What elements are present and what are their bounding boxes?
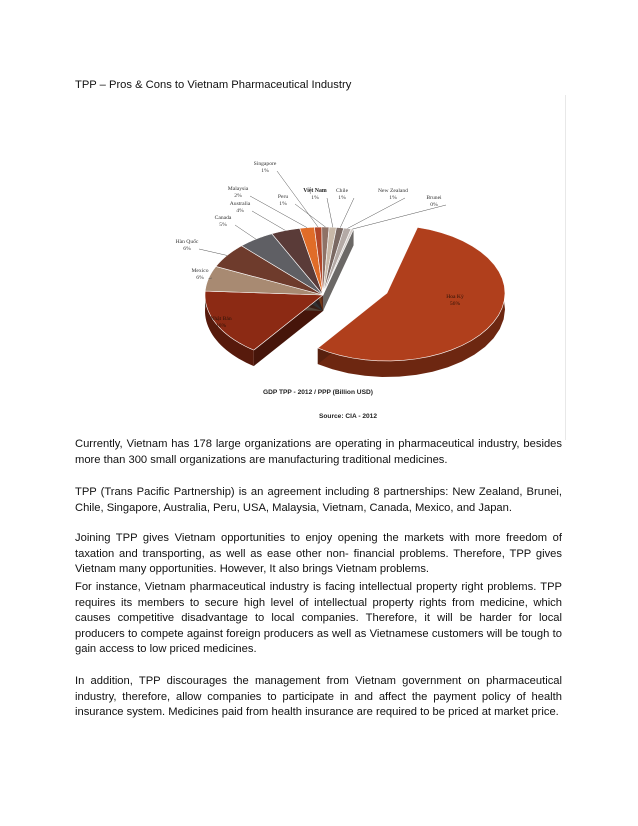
slice-value-peru: 1%: [279, 201, 287, 207]
slice-value-han-quoc: 6%: [183, 246, 191, 252]
leader-line-new-zealand: [347, 198, 405, 228]
slice-value-mexico: 6%: [196, 275, 204, 281]
leader-line-chile: [340, 198, 354, 228]
slice-label-australia: Australia: [229, 201, 251, 207]
slice-label-chile: Chile: [335, 188, 349, 194]
leader-line-han-quoc: [199, 249, 227, 255]
slice-value-brunei: 0%: [430, 202, 438, 208]
slice-label-han-quoc: Hàn Quốc: [175, 239, 199, 245]
slice-label-malaysia: Malaysia: [227, 186, 249, 192]
slice-label-brunei: Brunei: [426, 195, 442, 201]
paragraph-organizations: Currently, Vietnam has 178 large organizations are operating in pharmaceutical industry, besides more than 300 small organizations are manufacturing traditional medicines.: [75, 438, 562, 466]
slice-label-nhat-ban: Nhật Bản: [210, 316, 232, 322]
slice-label-canada: Canada: [214, 215, 232, 221]
slice-label-viet-nam: Việt Nam: [303, 188, 327, 194]
slice-value-canada: 5%: [219, 222, 227, 228]
paragraph-tpp-definition: TPP (Trans Pacific Partnership) is an agreement including 8 partnerships: New Zealand, Brunei, Chile, Singapore, Australia, Peru, USA, Malaysia, Vietnam, Canada, Mexico, and Japan.: [75, 486, 562, 514]
paragraph-health-insurance: In addition, TPP discourages the management from Vietnam government on pharmaceutical industry, therefore, allow companies to participate in and affect the payment policy of health insurance system. Medicines paid from health insurance are required to be priced at market price.: [75, 675, 562, 719]
chart-source: Source: CIA - 2012: [319, 413, 378, 420]
slice-label-new-zealand: New Zealand: [378, 188, 408, 194]
slice-label-mexico: Mexico: [191, 268, 209, 274]
leader-line-australia: [252, 211, 285, 231]
paragraph-opportunities: Joining TPP gives Vietnam opportunities to enjoy opening the markets with more freedom of taxation and transporting, as well as ease other non- financial problems. Therefore, TPP gives Vietnam many opportunities. However, It also brings Vietnam problems.: [75, 532, 562, 576]
slice-label-hoa-ky: Hoa Kỳ: [446, 294, 464, 300]
slice-value-new-zealand: 1%: [389, 195, 397, 201]
leader-line-viet-nam: [327, 198, 333, 227]
leader-line-brunei: [352, 205, 446, 229]
slice-value-malaysia: 2%: [234, 193, 242, 199]
gdp-pie-chart: [75, 95, 565, 440]
slice-value-australia: 4%: [236, 208, 244, 214]
slice-value-chile: 1%: [338, 195, 346, 201]
slice-value-singapore: 1%: [261, 168, 269, 174]
chart-caption: GDP TPP - 2012 / PPP (Billion USD): [263, 389, 373, 396]
slice-value-nhat-ban: 16%: [215, 323, 227, 329]
document-heading: TPP – Pros & Cons to Vietnam Pharmaceutical Industry: [75, 79, 352, 91]
leader-line-canada: [235, 225, 256, 239]
gdp-pie-chart-figure: [75, 95, 566, 440]
slice-label-singapore: Singapore: [253, 161, 277, 167]
paragraph-intellectual-property: For instance, Vietnam pharmaceutical industry is facing intellectual property right problems. TPP requires its members to secure high level of intellectual property rights from medicine, which causes competitive disadvantage to local companies. Therefore, it will be harder for local producers to compete against foreign producers as well as Vietnamese customers will be tough to gain access to low priced medicines.: [75, 581, 562, 656]
slice-label-peru: Peru: [277, 194, 289, 200]
slice-value-hoa-ky: 56%: [449, 301, 461, 307]
slice-value-viet-nam: 1%: [311, 195, 319, 201]
